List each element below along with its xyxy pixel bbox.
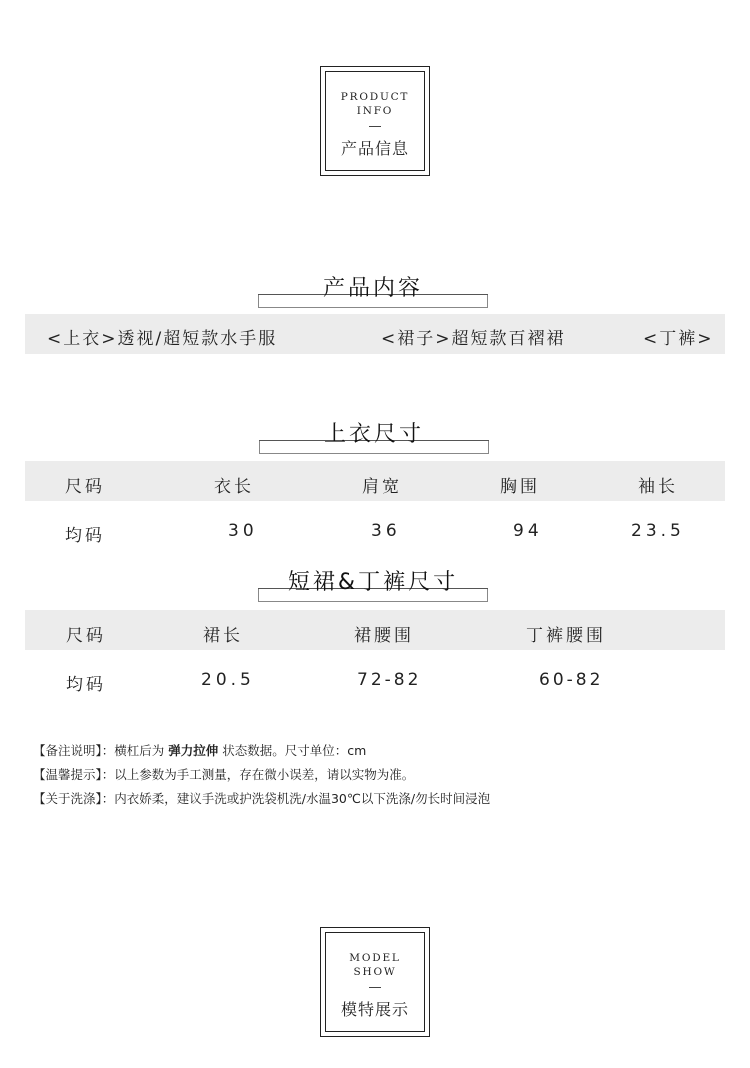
badge-divider — [369, 126, 381, 127]
top-row-sleeve: 23.5 — [631, 521, 685, 541]
top-header-size: 尺码 — [65, 477, 105, 497]
product-info-badge — [320, 66, 430, 176]
content-item-thong: <丁裤> — [643, 329, 714, 349]
top-header-length: 衣长 — [214, 477, 254, 497]
note-remark-bold: 弹力拉伸 — [168, 743, 219, 758]
note-remark-prefix: 【备注说明】：横杠后为 — [33, 743, 169, 758]
note-remark-suffix: 状态数据。尺寸单位：cm — [218, 743, 367, 758]
product-info-badge-frame — [325, 71, 425, 171]
note-washing: 【关于洗涤】：内衣娇柔，建议手洗或护洗袋机洗/水温30℃以下洗涤/勿长时间浸泡 — [33, 791, 491, 806]
top-row-shoulder: 36 — [371, 521, 401, 541]
thong-header-waist: 丁裤腰围 — [526, 626, 606, 646]
skirt-header-length: 裙长 — [203, 626, 243, 646]
product-info-en-line2: INFO — [356, 105, 394, 117]
skirt-row-waist: 72-82 — [357, 670, 422, 690]
model-show-en-line1: MODEL — [349, 952, 401, 964]
top-header-shoulder: 肩宽 — [362, 477, 402, 497]
note-tip: 【温馨提示】：以上参数为手工测量，存在微小误差，请以实物为准。 — [33, 767, 415, 782]
content-section-title: 产品内容 — [322, 276, 423, 301]
skirt-size-title: 短裙&丁裤尺寸 — [287, 570, 459, 595]
model-show-badge — [320, 927, 430, 1037]
top-size-heading — [259, 420, 489, 460]
content-item-skirt: <裙子>超短款百褶裙 — [381, 329, 566, 349]
notes-block — [33, 739, 490, 811]
model-show-en — [349, 951, 400, 979]
skirt-row-size: 均码 — [66, 675, 106, 695]
top-header-sleeve: 袖长 — [638, 477, 678, 497]
top-row-length: 30 — [228, 521, 258, 541]
model-show-en-line2: SHOW — [353, 966, 397, 978]
skirt-header-waist: 裙腰围 — [354, 626, 414, 646]
skirt-row-length: 20.5 — [201, 670, 255, 690]
top-header-bust: 胸围 — [500, 477, 540, 497]
skirt-size-heading — [258, 568, 488, 608]
note-remark — [33, 739, 490, 763]
top-size-title: 上衣尺寸 — [323, 422, 424, 447]
product-info-en-line1: PRODUCT — [340, 91, 410, 103]
product-info-cn: 产品信息 — [340, 139, 409, 158]
product-info-en — [341, 90, 409, 118]
content-section-heading — [258, 274, 488, 314]
badge-divider — [369, 987, 381, 988]
top-row-bust: 94 — [513, 521, 543, 541]
skirt-header-size: 尺码 — [66, 626, 106, 646]
top-row-size: 均码 — [65, 526, 105, 546]
content-item-top: <上衣>透视/超短款水手服 — [47, 329, 278, 349]
model-show-cn: 模特展示 — [340, 1000, 409, 1019]
thong-row-waist: 60-82 — [539, 670, 604, 690]
model-show-badge-frame — [325, 932, 425, 1032]
